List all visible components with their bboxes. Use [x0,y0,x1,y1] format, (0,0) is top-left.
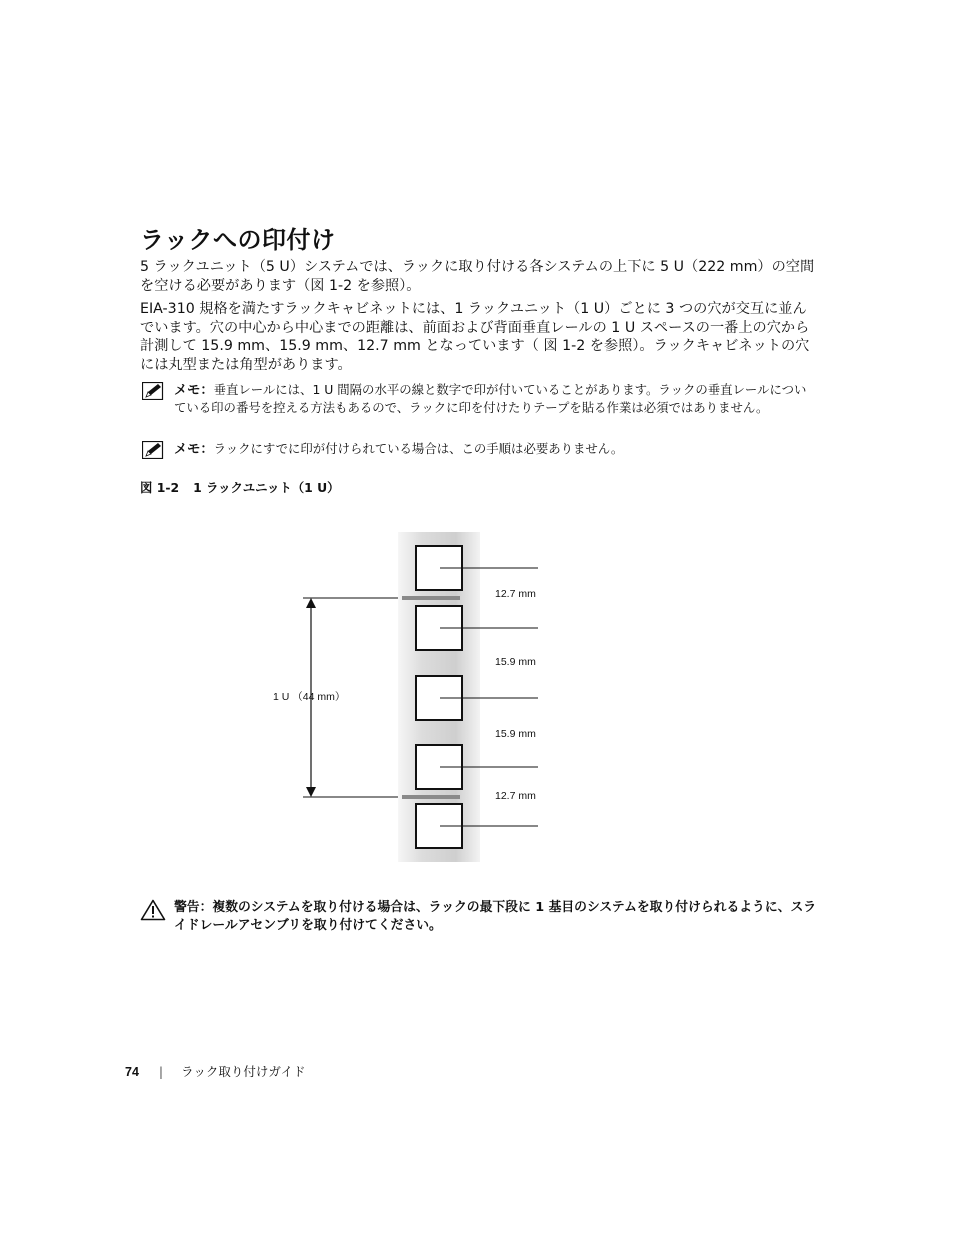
warning-triangle-icon [140,899,166,921]
rack-holes [416,546,462,848]
hole-center-lines [440,568,538,826]
note-text: ラックにすでに印が付けられている場合は、この手順は必要ありません。 [213,441,624,456]
note-text: 垂直レールには、1 U 間隔の水平の線と数字で印が付いていることがあります。ラックの垂直レールについている印の番号を控える方法もあるので、ラックに印を付けたりテープを貼る作業は必須ではありません。 [174,382,807,415]
dimension-label: 12.7 mm [495,790,536,802]
pencil-note-icon [142,441,164,459]
rack-hole [416,745,462,789]
rack-hole [416,546,462,590]
paragraph-rack-holes: EIA-310 規格を満たすラックキャビネットには、1 ラックユニット（1 U）ごとに 3 つの穴が交互に並んでいます。穴の中心から中心までの距離は、前面および背面垂直レールの 1 U スペースの一番上の穴から計測して 15.9 mm、15.9 mm、12.7 mm となっています（ 図 1-2 を参照）。ラックキャビネットの穴には丸型または角型があります。 [140,301,810,373]
pencil-note-icon [142,382,164,400]
page-footer [125,1062,306,1080]
span-dimension [273,598,398,797]
span-label: 1 U （44 mm） [273,691,346,703]
rack-hole [416,804,462,848]
note-lead: メモ： [174,383,214,398]
rack-hole [416,606,462,650]
warning-lead: 警告： [174,900,213,915]
guide-title: ラック取り付けガイド [181,1064,306,1079]
unit-boundary-bottom [402,795,460,799]
arrow-down-icon [306,787,316,797]
section-title: ラックへの印付け [140,226,336,254]
arrow-up-icon [306,598,316,608]
rack-hole [416,676,462,720]
dimension-labels [495,588,536,802]
figure-number: 図 1-2 [140,480,180,495]
dimension-label: 15.9 mm [495,728,536,740]
page-number: 74 [125,1065,139,1079]
unit-boundary-top [402,596,460,600]
footer-separator: | [158,1064,164,1079]
dimension-label: 12.7 mm [495,588,536,600]
paragraph-spacing: 5 ラックユニット（5 U）システムでは、ラックに取り付ける各システムの上下に 5 U（222 mm）の空間を空ける必要があります（図 1-2 を参照）。 [140,259,815,294]
rack-rail [398,532,480,862]
figure-caption [140,478,340,496]
warning-text: 複数のシステムを取り付ける場合は、ラックの最下段に 1 基目のシステムを取り付けられるように、スライドレールアセンブリを取り付けてください。 [174,900,817,933]
dimension-label: 15.9 mm [495,656,536,668]
note-lead: メモ： [174,442,214,457]
figure-caption-text: 1 ラックユニット（1 U） [193,480,340,495]
